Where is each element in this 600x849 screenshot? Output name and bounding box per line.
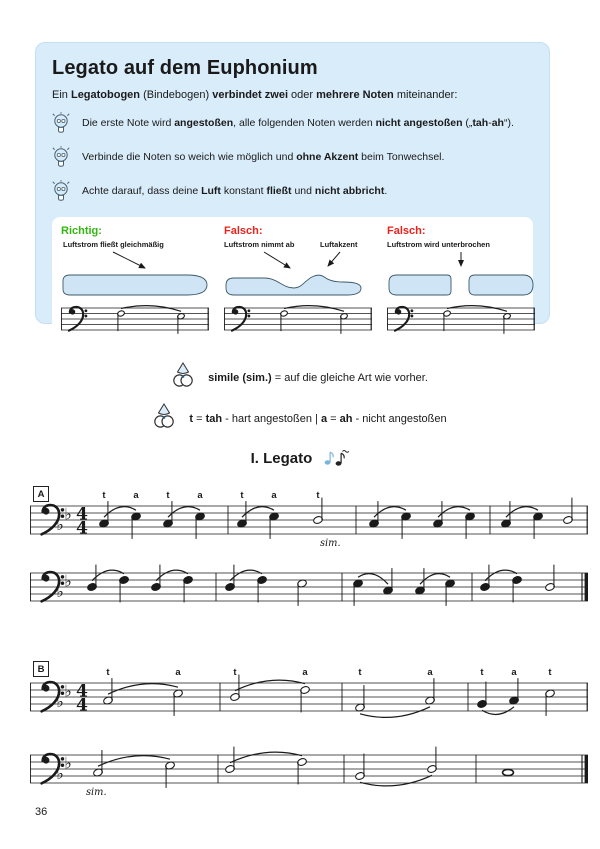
- verdict-label: Richtig:: [61, 225, 102, 237]
- svg-text:a: a: [511, 666, 517, 678]
- lightbulb-icon: [52, 146, 70, 174]
- tip-text: Achte darauf, dass deine Luft konstant fließt und nicht abbricht.: [82, 185, 388, 197]
- lightbulb-icon: [52, 180, 70, 208]
- page-title: Legato auf dem Euphonium: [52, 57, 318, 79]
- svg-text:sim.: sim.: [86, 786, 107, 798]
- mascot-icon: [172, 362, 194, 394]
- example-correct: [61, 225, 211, 340]
- examples-panel: [52, 217, 533, 346]
- page-number: 36: [35, 806, 48, 818]
- svg-text:♭: ♭: [56, 764, 64, 784]
- svg-text:t: t: [166, 489, 170, 501]
- svg-text:♭: ♭: [64, 504, 72, 524]
- svg-text:♭: ♭: [64, 681, 72, 701]
- svg-text:a: a: [133, 489, 139, 501]
- svg-text:t: t: [358, 666, 362, 678]
- caption-text: Luftakzent: [320, 240, 358, 249]
- svg-text:♭: ♭: [56, 692, 64, 712]
- arrow-icon: [264, 252, 290, 268]
- tip-text: Verbinde die Noten so weich wie möglich und ohne Akzent beim Tonwechsel.: [82, 151, 445, 163]
- svg-text:t: t: [240, 489, 244, 501]
- legend-text: simile (sim.) = auf die gleiche Art wie vorher.: [208, 372, 428, 384]
- arrow-icon: [113, 252, 145, 268]
- legend-text: t = tah - hart angestoßen | a = ah - nicht angestoßen: [189, 413, 447, 425]
- caption-text: Luftstrom wird unterbrochen: [387, 240, 490, 249]
- tip-row-3: [52, 180, 533, 208]
- verdict-label: Falsch:: [224, 225, 263, 237]
- lightbulb-icon: [52, 112, 70, 140]
- svg-text:t: t: [106, 666, 110, 678]
- svg-text:4: 4: [76, 518, 88, 539]
- mascot-icon: [153, 403, 175, 435]
- example-wrong-2: [387, 225, 537, 340]
- svg-text:a: a: [271, 489, 277, 501]
- tip-text: Die erste Note wird angestoßen, alle folgenden Noten werden nicht angestoßen („tah-ah“).: [82, 117, 514, 129]
- svg-text:♭: ♭: [64, 753, 72, 773]
- svg-text:a: a: [302, 666, 308, 678]
- intro-text: Ein Legatobogen (Bindebogen) verbindet zwei oder mehrere Noten miteinander:: [52, 89, 458, 101]
- svg-text:t: t: [316, 489, 320, 501]
- exercise-label-b: B: [33, 661, 49, 677]
- legend-tah: [0, 403, 600, 435]
- svg-text:sim.: sim.: [320, 537, 341, 549]
- staff-a-line-2: [30, 561, 588, 617]
- svg-text:a: a: [197, 489, 203, 501]
- airflow-diagram-dip-accent: [224, 251, 374, 299]
- example-staff: [224, 300, 372, 340]
- svg-text:a: a: [427, 666, 433, 678]
- verdict-label: Falsch:: [387, 225, 426, 237]
- airflow-diagram-interrupted: [387, 251, 537, 299]
- example-staff: [61, 300, 209, 340]
- svg-text:t: t: [548, 666, 552, 678]
- svg-text:4: 4: [76, 695, 88, 716]
- section-heading-text: I. Legato: [250, 450, 313, 467]
- example-staff: [387, 300, 535, 340]
- svg-text:t: t: [480, 666, 484, 678]
- tip-row-1: [52, 112, 533, 140]
- airflow-diagram-steady: [61, 251, 211, 299]
- info-box: [35, 42, 550, 324]
- svg-text:♭: ♭: [56, 515, 64, 535]
- svg-text:4: 4: [76, 681, 88, 702]
- legend-simile: [0, 362, 600, 394]
- svg-text:t: t: [102, 489, 106, 501]
- section-heading: [0, 449, 600, 467]
- staff-b-line-2: [30, 741, 588, 801]
- notes-icon: [323, 449, 349, 466]
- staff-a-line-1: [30, 486, 588, 550]
- caption-text: Luftstrom nimmt ab: [224, 240, 295, 249]
- tip-row-2: [52, 146, 533, 174]
- arrow-icon: [328, 252, 340, 266]
- svg-text:a: a: [175, 666, 181, 678]
- caption-text: Luftstrom fließt gleichmäßig: [63, 240, 164, 249]
- svg-text:♭: ♭: [64, 571, 72, 591]
- staff-b-line-1: [30, 661, 588, 727]
- svg-text:♭: ♭: [56, 582, 64, 602]
- svg-text:t: t: [233, 666, 237, 678]
- svg-text:4: 4: [76, 504, 88, 525]
- example-wrong-1: [224, 225, 374, 340]
- exercise-label-a: A: [33, 486, 49, 502]
